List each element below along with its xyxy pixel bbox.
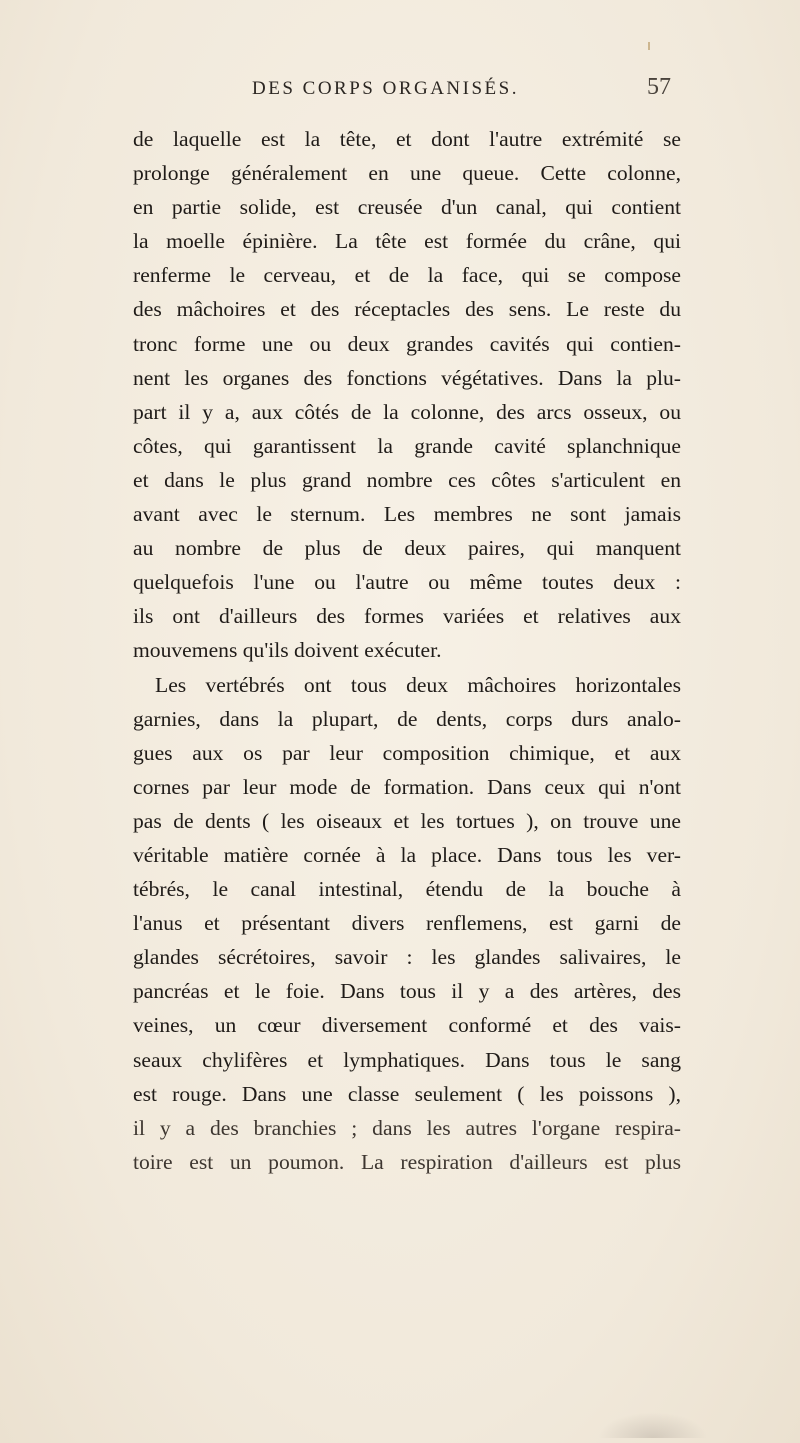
text-line: seaux chylifères et lymphatiques. Dans tous le sang — [133, 1047, 681, 1072]
text-line: renferme le cerveau, et de la face, qui se compose — [133, 263, 681, 288]
text-line: pas de dents ( les oiseaux et les tortues ), on trouve une — [133, 808, 681, 833]
text-line: il y a des branchies ; dans les autres l'organe respira- — [133, 1115, 681, 1140]
page-number: 57 — [647, 74, 671, 100]
text-line: véritable matière cornée à la place. Dans tous les ver- — [133, 842, 681, 867]
text-line: est rouge. Dans une classe seulement ( les poissons ), — [133, 1081, 681, 1106]
text-line: pancréas et le foie. Dans tous il y a des artères, des — [133, 979, 681, 1004]
body-text — [133, 122, 681, 1179]
margin-mark — [648, 42, 650, 50]
text-line: veines, un cœur diversement conformé et des vais- — [133, 1013, 681, 1038]
page-header — [0, 74, 800, 108]
text-line: garnies, dans la plupart, de dents, corps durs analo- — [133, 706, 681, 731]
text-line: avant avec le sternum. Les membres ne sont jamais — [133, 502, 681, 527]
text-line: et dans le plus grand nombre ces côtes s'articulent en — [133, 467, 681, 492]
paragraph-end-line: mouvemens qu'ils doivent exécuter. — [133, 638, 442, 663]
text-line: en partie solide, est creusée d'un canal, qui contient — [133, 195, 681, 220]
text-line: ils ont d'ailleurs des formes variées et relatives aux — [133, 604, 681, 629]
text-line: des mâchoires et des réceptacles des sens. Le reste du — [133, 297, 681, 322]
text-line: au nombre de plus de deux paires, qui manquent — [133, 536, 681, 561]
text-line: gues aux os par leur composition chimique, et aux — [133, 740, 681, 765]
text-line: tronc forme une ou deux grandes cavités qui contien- — [133, 331, 681, 356]
text-line: quelquefois l'une ou l'autre ou même toutes deux : — [133, 570, 681, 595]
text-line: la moelle épinière. La tête est formée du crâne, qui — [133, 229, 681, 254]
page-smudge — [598, 1412, 708, 1438]
paragraph-start-line: Les vertébrés ont tous deux mâchoires horizontales — [155, 672, 681, 697]
text-line: prolonge généralement en une queue. Cette colonne, — [133, 161, 681, 186]
text-line: glandes sécrétoires, savoir : les glandes salivaires, le — [133, 945, 681, 970]
text-line: nent les organes des fonctions végétatives. Dans la plu- — [133, 365, 681, 390]
text-line: tébrés, le canal intestinal, étendu de la bouche à — [133, 877, 681, 902]
running-title: DES CORPS ORGANISÉS. — [252, 78, 519, 99]
text-line: côtes, qui garantissent la grande cavité splanchnique — [133, 433, 681, 458]
text-line: de laquelle est la tête, et dont l'autre extrémité se — [133, 127, 681, 151]
text-line: toire est un poumon. La respiration d'ailleurs est plus — [133, 1149, 681, 1174]
text-line: cornes par leur mode de formation. Dans ceux qui n'ont — [133, 774, 681, 799]
text-line: part il y a, aux côtés de la colonne, des arcs osseux, ou — [133, 399, 681, 424]
text-line: l'anus et présentant divers renflemens, est garni de — [133, 911, 681, 936]
